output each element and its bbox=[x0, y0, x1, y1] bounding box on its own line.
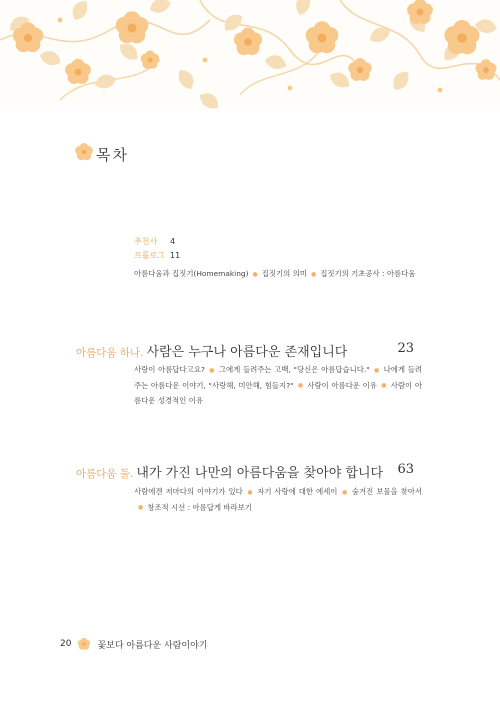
chapter-title: 내가 가진 나만의 아름다움을 찾아야 합니다 bbox=[136, 466, 384, 481]
dot-separator-icon: ● bbox=[208, 366, 215, 374]
front-matter-page: 11 bbox=[170, 251, 181, 260]
dot-separator-icon: ● bbox=[138, 504, 144, 511]
subsection-item: 집짓기의 기초공사 : 아름다움 bbox=[320, 269, 416, 278]
dot-separator-icon: ● bbox=[380, 382, 387, 389]
front-matter-entry bbox=[134, 236, 175, 248]
chapter-items bbox=[134, 484, 422, 515]
chapter-item: 나에게 들려주는 아름다운 이야기, "사랑해, 미안해, 힘들지?" bbox=[134, 365, 423, 390]
page-number: 20 bbox=[60, 639, 72, 649]
subsection-item: 집짓기의 의미 bbox=[261, 269, 307, 278]
front-matter-label: 프롤로그 bbox=[134, 251, 165, 260]
chapter-item: 숨겨진 보물을 찾아서 bbox=[351, 487, 422, 496]
dot-separator-icon: ● bbox=[341, 488, 348, 496]
flower-icon bbox=[77, 637, 91, 651]
chapter-heading bbox=[76, 341, 414, 360]
dot-separator-icon: ● bbox=[297, 382, 304, 389]
chapter-items bbox=[134, 362, 422, 408]
subsection-item: 아름다움과 집짓기(Homemaking) bbox=[134, 269, 249, 278]
chapter-page: 63 bbox=[397, 462, 414, 477]
chapter-item: 자기 사랑에 대한 에세이 bbox=[257, 487, 338, 496]
dot-separator-icon: ● bbox=[246, 488, 254, 496]
front-matter-page: 4 bbox=[170, 237, 176, 246]
chapter-title: 사람은 누구나 아름다운 존재입니다 bbox=[146, 345, 348, 360]
dot-separator-icon: ● bbox=[252, 270, 258, 278]
chapter-item: 그에게 들려주는 고백, "당신은 아름답습니다." bbox=[218, 365, 370, 374]
dot-separator-icon: ● bbox=[373, 366, 380, 374]
chapter-heading bbox=[76, 462, 414, 481]
chapter-page: 23 bbox=[397, 341, 414, 356]
chapter-item: 사람이 아름다운 이유 bbox=[307, 380, 377, 390]
book-title: 꽃보다 아름다운 사람이야기 bbox=[97, 640, 208, 651]
front-matter-label: 추천사 bbox=[134, 237, 158, 246]
chapter-prefix: 아름다움 둘. bbox=[76, 468, 134, 480]
dot-separator-icon: ● bbox=[310, 270, 317, 278]
flower-icon bbox=[74, 142, 94, 162]
chapter-item: 사람에겐 저마다의 이야기가 있다 bbox=[134, 487, 243, 496]
chapter-item: 창조적 시선 : 아름답게 바라보기 bbox=[147, 502, 252, 512]
floral-header-illustration bbox=[0, 0, 500, 110]
front-matter-entry bbox=[134, 250, 180, 262]
page-footer bbox=[60, 637, 208, 651]
toc-title: 목차 bbox=[96, 146, 129, 164]
chapter-item: 사랑이 아름답다고요? bbox=[134, 365, 205, 374]
prologue-subsections bbox=[134, 268, 415, 279]
chapter-item: 사람이 아름다운 성경적인 이유 bbox=[134, 380, 422, 405]
chapter-prefix: 아름다움 하나. bbox=[76, 347, 144, 359]
